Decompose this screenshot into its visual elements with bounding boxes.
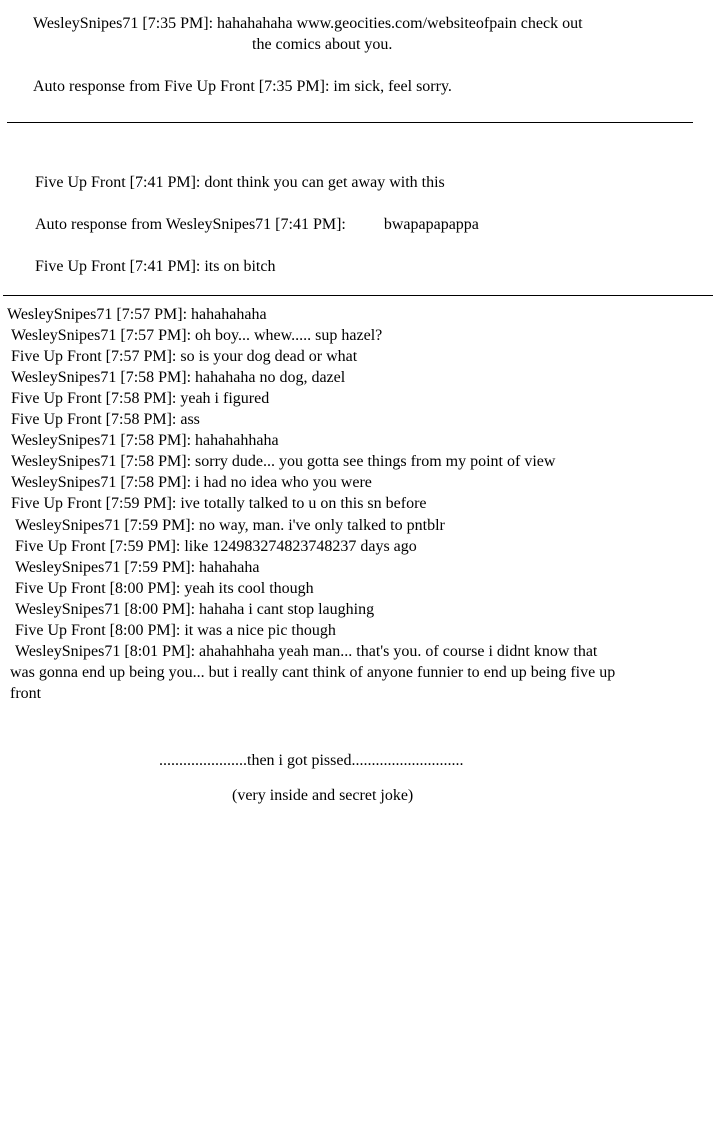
chat-line: WesleySnipes71 [7:35 PM]: hahahahaha www.geocities.com/websiteofpain check out	[33, 15, 583, 32]
chat-line: WesleySnipes71 [8:01 PM]: ahahahhaha yeah man... that's you. of course i didnt know that	[15, 643, 598, 660]
chat-line: Five Up Front [8:00 PM]: it was a nice pic though	[15, 622, 336, 639]
chat-line: WesleySnipes71 [7:59 PM]: hahahaha	[15, 559, 260, 576]
chat-line: Five Up Front [7:57 PM]: so is your dog dead or what	[11, 348, 358, 365]
chat-line: Auto response from Five Up Front [7:35 PM]: im sick, feel sorry.	[33, 78, 452, 95]
chat-line: WesleySnipes71 [7:58 PM]: hahahahhaha	[11, 432, 279, 449]
chat-line-body: bwapapapappa	[383, 216, 479, 233]
chat-line	[35, 215, 479, 234]
chat-line: Five Up Front [7:58 PM]: ass	[11, 411, 200, 428]
chat-line: Five Up Front [7:58 PM]: yeah i figured	[11, 390, 270, 407]
chat-line: WesleySnipes71 [8:00 PM]: hahaha i cant stop laughing	[15, 601, 375, 618]
chat-line: WesleySnipes71 [7:58 PM]: i had no idea who you were	[11, 474, 372, 491]
footer-pissed-text: ......................then i got pissed............................	[159, 752, 464, 769]
chat-line: WesleySnipes71 [7:59 PM]: no way, man. i've only talked to pntblr	[15, 517, 445, 534]
chat-line-continuation: the comics about you.	[252, 36, 393, 53]
chat-line: Five Up Front [8:00 PM]: yeah its cool though	[15, 580, 314, 597]
divider	[3, 295, 713, 296]
chat-line: WesleySnipes71 [7:58 PM]: hahahaha no dog, dazel	[11, 369, 346, 386]
chat-line: Five Up Front [7:59 PM]: like 124983274823748237 days ago	[15, 538, 417, 555]
footer-joke-text: (very inside and secret joke)	[232, 787, 414, 804]
chat-line: WesleySnipes71 [7:58 PM]: sorry dude... you gotta see things from my point of view	[11, 453, 556, 470]
chat-line-continuation: front	[10, 685, 42, 702]
chat-line-continuation: was gonna end up being you... but i really cant think of anyone funnier to end up being five up	[10, 664, 616, 681]
chat-line: WesleySnipes71 [7:57 PM]: oh boy... whew..... sup hazel?	[11, 327, 383, 344]
chat-line: Five Up Front [7:59 PM]: ive totally talked to u on this sn before	[11, 495, 427, 512]
divider	[7, 122, 693, 123]
chat-line-prefix: Auto response from WesleySnipes71 [7:41 PM]:	[35, 216, 346, 233]
chat-line: Five Up Front [7:41 PM]: dont think you can get away with this	[35, 174, 445, 191]
chat-line: Five Up Front [7:41 PM]: its on bitch	[35, 258, 276, 275]
chat-line: WesleySnipes71 [7:57 PM]: hahahahaha	[7, 306, 267, 323]
